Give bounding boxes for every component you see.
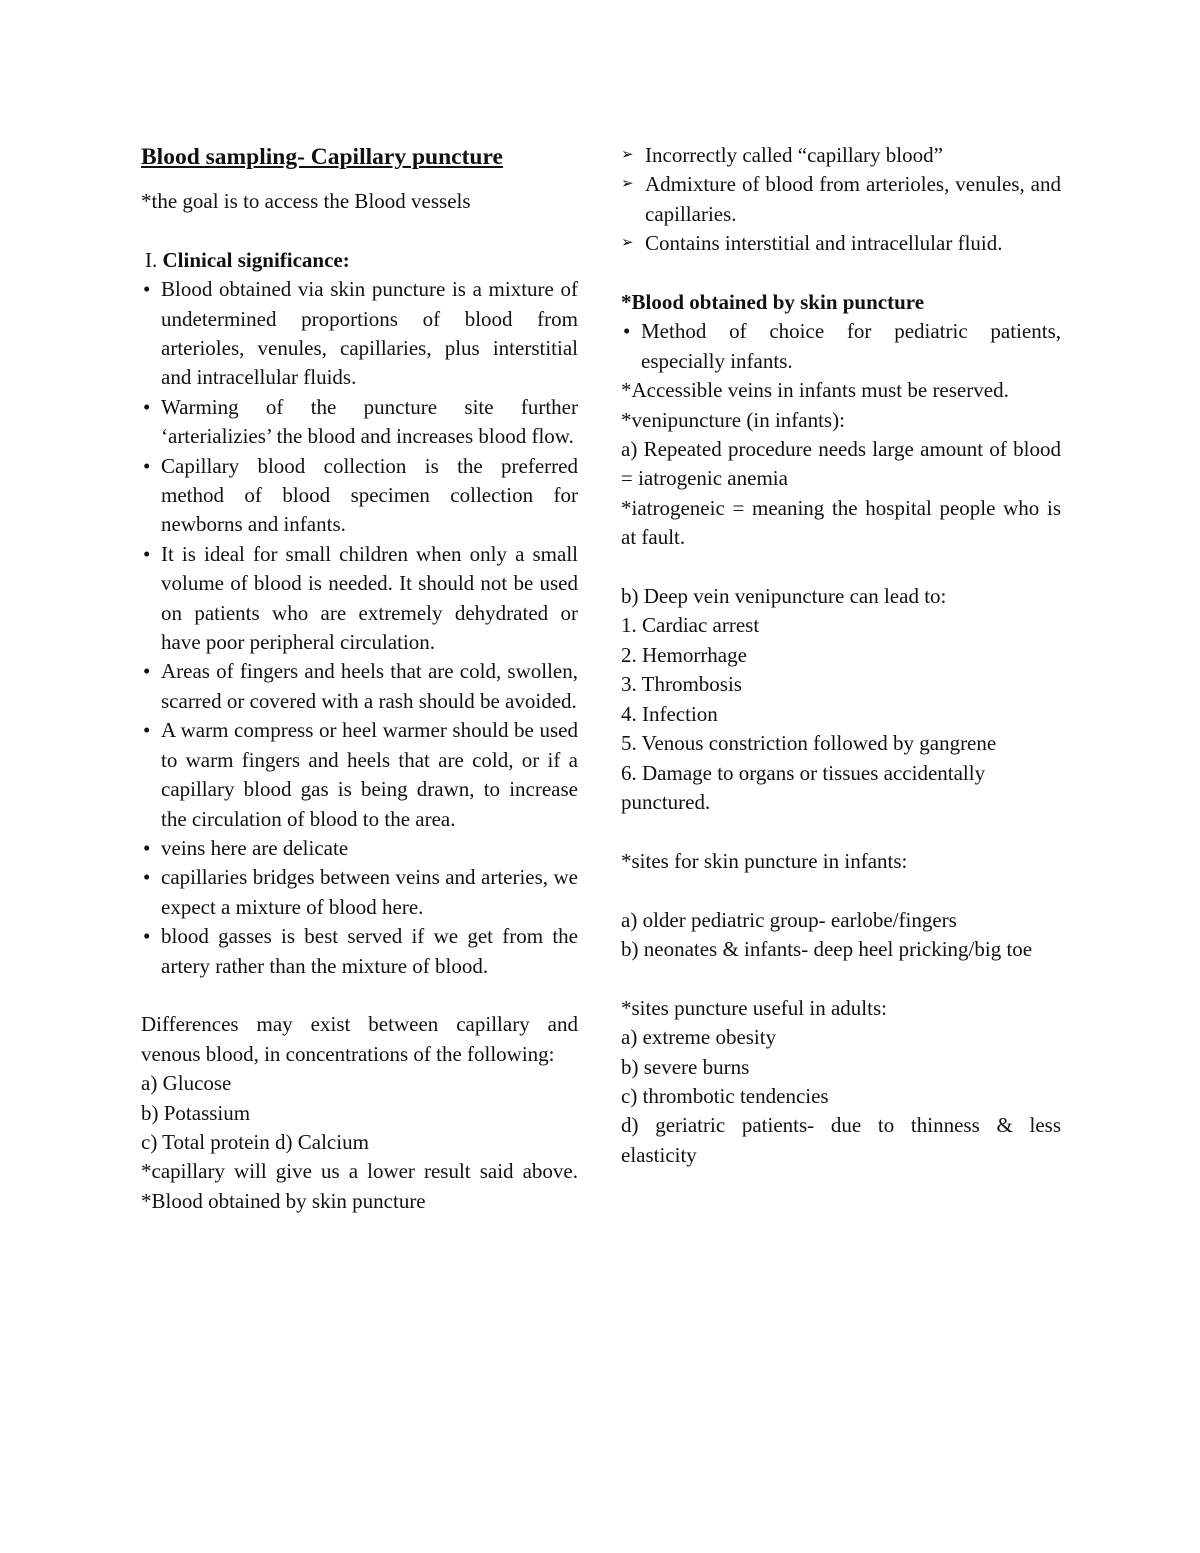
accessible-veins-note: *Accessible veins in infants must be reserved. bbox=[621, 378, 1009, 403]
arrow-list bbox=[621, 141, 1061, 259]
list-item: 4. Infection bbox=[621, 701, 718, 726]
list-item: b) neonates & infants- deep heel pricking/big toe bbox=[621, 936, 1033, 961]
section-heading-text: Clinical significance: bbox=[162, 247, 350, 272]
list-item: b) severe burns bbox=[621, 1054, 750, 1079]
list-item: • Blood obtained via skin puncture is a mixture of undetermined proportions of blood from arterioles, venules, capillaries, plus interstitial and intracellular fluids. bbox=[141, 275, 578, 393]
capillary-note: *capillary will give us a lower result said above. *Blood obtained by skin puncture bbox=[141, 1159, 578, 1213]
list-item: • Areas of fingers and heels that are cold, swollen, scarred or covered with a rash should be avoided. bbox=[141, 657, 578, 716]
deep-vein-heading: b) Deep vein venipuncture can lead to: bbox=[621, 584, 947, 609]
list-item: 6. Damage to organs or tissues accidentally punctured. bbox=[621, 760, 986, 814]
adult-sites-heading: *sites puncture useful in adults: bbox=[621, 995, 887, 1020]
section-number: I. bbox=[145, 247, 158, 272]
list-item: b) Potassium bbox=[141, 1100, 251, 1125]
repeated-procedure-note: a) Repeated procedure needs large amount of blood = iatrogenic anemia bbox=[621, 437, 1061, 491]
arrow-bullet-icon: ➢ bbox=[621, 235, 634, 252]
list-item: • It is ideal for small children when only a small volume of blood is needed. It should not be used on patients who are extremely dehydrated or have poor peripheral circulation. bbox=[141, 540, 578, 658]
list-item: • Capillary blood collection is the preferred method of blood specimen collection for newborns and infants. bbox=[141, 452, 578, 540]
list-item: 5. Venous constriction followed by gangrene bbox=[621, 731, 997, 756]
clinical-significance-heading bbox=[141, 246, 578, 275]
list-item: • Warming of the puncture site further ‘arterializies’ the blood and increases blood flow. bbox=[141, 393, 578, 452]
list-item: a) extreme obesity bbox=[621, 1025, 777, 1050]
list-item: • capillaries bridges between veins and arteries, we expect a mixture of blood here. bbox=[141, 863, 578, 922]
skin-puncture-heading: *Blood obtained by skin puncture bbox=[621, 290, 925, 315]
iatrogenic-definition: *iatrogeneic = meaning the hospital people who is at fault. bbox=[621, 495, 1061, 550]
arrow-bullet-icon: ➢ bbox=[621, 176, 634, 193]
left-column bbox=[141, 141, 578, 1216]
list-item: • Method of choice for pediatric patients, especially infants. bbox=[621, 317, 1061, 376]
list-item: • veins here are delicate bbox=[141, 834, 578, 863]
list-item: ➢ Incorrectly called “capillary blood” bbox=[621, 141, 1061, 170]
list-item: a) Glucose bbox=[141, 1071, 232, 1096]
venipuncture-heading: *venipuncture (in infants): bbox=[621, 407, 845, 432]
arrow-bullet-icon: ➢ bbox=[621, 147, 634, 163]
list-item: 1. Cardiac arrest bbox=[621, 613, 760, 638]
list-item: ➢ Admixture of blood from arterioles, venules, and capillaries. bbox=[621, 172, 1061, 226]
list-item: d) geriatric patients- due to thinness & less elasticity bbox=[621, 1113, 1061, 1167]
list-item: • A warm compress or heel warmer should be used to warm fingers and heels that are cold, or if a capillary blood gas is being drawn, to increase the circulation of blood to the area. bbox=[141, 716, 578, 834]
infant-sites-heading: *sites for skin puncture in infants: bbox=[621, 848, 908, 873]
list-item: c) thrombotic tendencies bbox=[621, 1083, 829, 1108]
clinical-bullet-list bbox=[141, 275, 578, 981]
right-column bbox=[621, 141, 1061, 1170]
list-item: c) Total protein d) Calcium bbox=[141, 1129, 369, 1154]
list-item: 3. Thrombosis bbox=[621, 672, 742, 697]
list-item: 2. Hemorrhage bbox=[621, 642, 747, 667]
goal-statement: *the goal is to access the Blood vessels bbox=[141, 189, 471, 213]
document-title: Blood sampling- Capillary puncture bbox=[141, 144, 503, 170]
list-item: • blood gasses is best served if we get from the artery rather than the mixture of blood. bbox=[141, 922, 578, 981]
skin-puncture-bullets bbox=[621, 317, 1061, 376]
differences-intro: Differences may exist between capillary and venous blood, in concentrations of the following: bbox=[141, 1012, 578, 1066]
list-item: a) older pediatric group- earlobe/fingers bbox=[621, 907, 957, 932]
list-item: ➢ Contains interstitial and intracellular fluid. bbox=[621, 229, 1061, 258]
